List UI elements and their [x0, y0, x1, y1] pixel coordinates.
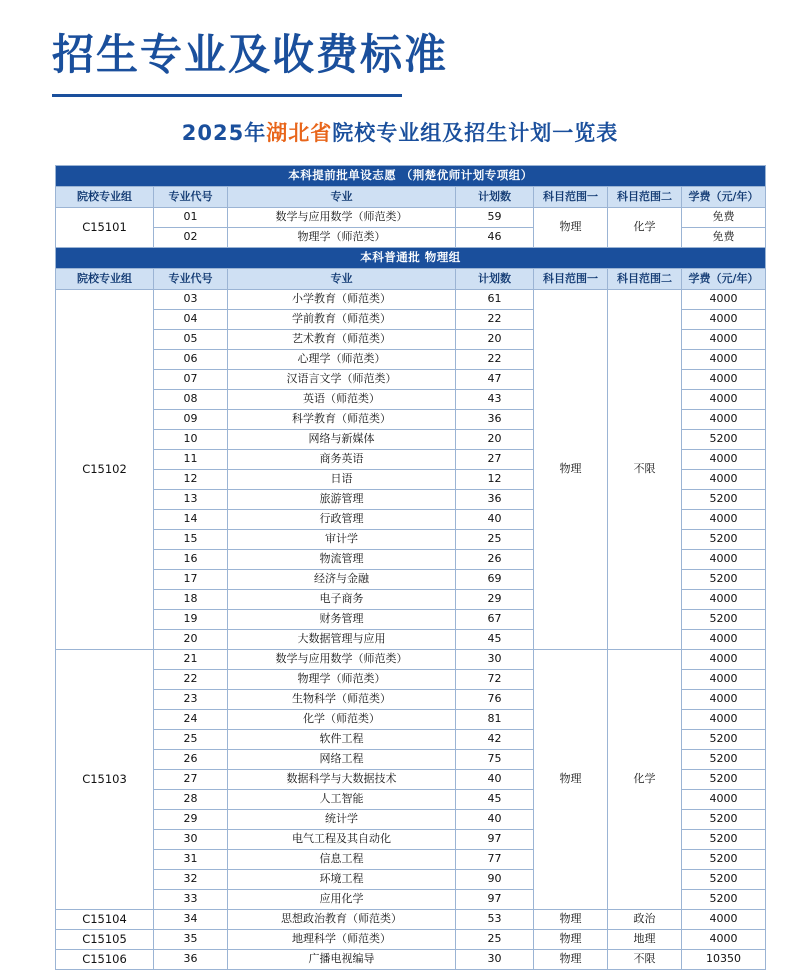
cell-plan-count: 76 — [456, 690, 534, 710]
cell-major-name: 审计学 — [228, 530, 456, 550]
cell-plan-count: 72 — [456, 670, 534, 690]
cell-major-code: 33 — [154, 890, 228, 910]
cell-plan-count: 90 — [456, 870, 534, 890]
cell-major-code: 09 — [154, 410, 228, 430]
cell-tuition-fee: 5200 — [682, 870, 766, 890]
cell-tuition-fee: 5200 — [682, 570, 766, 590]
column-header-5: 科目范围二 — [608, 187, 682, 208]
cell-plan-count: 12 — [456, 470, 534, 490]
cell-plan-count: 45 — [456, 630, 534, 650]
table-row — [56, 208, 766, 228]
cell-group-code: C15101 — [56, 208, 154, 248]
cell-major-name: 环境工程 — [228, 870, 456, 890]
cell-major-name: 地理科学（师范类） — [228, 930, 456, 950]
cell-major-code: 23 — [154, 690, 228, 710]
cell-major-name: 行政管理 — [228, 510, 456, 530]
cell-tuition-fee: 4000 — [682, 790, 766, 810]
cell-subject-one: 物理 — [534, 650, 608, 910]
cell-tuition-fee: 4000 — [682, 930, 766, 950]
cell-tuition-fee: 4000 — [682, 670, 766, 690]
cell-tuition-fee: 5200 — [682, 890, 766, 910]
cell-tuition-fee: 4000 — [682, 310, 766, 330]
subtitle-prefix: 2025年 — [181, 121, 267, 145]
cell-subject-one: 物理 — [534, 290, 608, 650]
cell-subject-one: 物理 — [534, 950, 608, 970]
cell-major-code: 07 — [154, 370, 228, 390]
cell-tuition-fee: 5200 — [682, 730, 766, 750]
subtitle-suffix: 院校专业组及招生计划一览表 — [332, 121, 619, 145]
cell-plan-count: 29 — [456, 590, 534, 610]
cell-plan-count: 45 — [456, 790, 534, 810]
cell-plan-count: 22 — [456, 350, 534, 370]
cell-tuition-fee: 4000 — [682, 710, 766, 730]
cell-major-name: 物理学（师范类） — [228, 228, 456, 248]
cell-tuition-fee: 5200 — [682, 430, 766, 450]
cell-major-code: 27 — [154, 770, 228, 790]
section-banner-label: 本科提前批单设志愿 （荆楚优师计划专项组） — [56, 166, 766, 187]
column-header-6: 学费（元/年） — [682, 269, 766, 290]
cell-subject-two: 地理 — [608, 930, 682, 950]
cell-plan-count: 36 — [456, 410, 534, 430]
cell-plan-count: 61 — [456, 290, 534, 310]
cell-tuition-fee: 5200 — [682, 750, 766, 770]
cell-major-code: 34 — [154, 910, 228, 930]
cell-major-code: 24 — [154, 710, 228, 730]
cell-tuition-fee: 5200 — [682, 850, 766, 870]
cell-major-code: 04 — [154, 310, 228, 330]
cell-tuition-fee: 5200 — [682, 830, 766, 850]
cell-plan-count: 59 — [456, 208, 534, 228]
cell-major-code: 12 — [154, 470, 228, 490]
column-header-6: 学费（元/年） — [682, 187, 766, 208]
title-divider — [52, 94, 402, 97]
cell-tuition-fee: 4000 — [682, 290, 766, 310]
cell-major-code: 05 — [154, 330, 228, 350]
cell-subject-two: 不限 — [608, 290, 682, 650]
cell-major-name: 物流管理 — [228, 550, 456, 570]
cell-major-code: 21 — [154, 650, 228, 670]
column-header-4: 科目范围一 — [534, 269, 608, 290]
cell-major-code: 29 — [154, 810, 228, 830]
cell-tuition-fee: 4000 — [682, 390, 766, 410]
cell-tuition-fee: 5200 — [682, 530, 766, 550]
cell-major-name: 英语（师范类） — [228, 390, 456, 410]
cell-tuition-fee: 4000 — [682, 450, 766, 470]
cell-major-code: 26 — [154, 750, 228, 770]
table-row — [56, 930, 766, 950]
cell-major-name: 旅游管理 — [228, 490, 456, 510]
cell-major-name: 电子商务 — [228, 590, 456, 610]
cell-major-code: 25 — [154, 730, 228, 750]
column-header-2: 专业 — [228, 269, 456, 290]
cell-subject-one: 物理 — [534, 910, 608, 930]
cell-tuition-fee: 4000 — [682, 370, 766, 390]
cell-plan-count: 30 — [456, 950, 534, 970]
cell-major-code: 13 — [154, 490, 228, 510]
cell-major-code: 20 — [154, 630, 228, 650]
cell-major-name: 科学教育（师范类） — [228, 410, 456, 430]
cell-major-name: 经济与金融 — [228, 570, 456, 590]
cell-major-name: 电气工程及其自动化 — [228, 830, 456, 850]
cell-major-name: 思想政治教育（师范类） — [228, 910, 456, 930]
cell-group-code: C15103 — [56, 650, 154, 910]
cell-major-code: 31 — [154, 850, 228, 870]
cell-major-name: 信息工程 — [228, 850, 456, 870]
column-header-1: 专业代号 — [154, 187, 228, 208]
cell-tuition-fee: 免费 — [682, 228, 766, 248]
cell-major-code: 06 — [154, 350, 228, 370]
cell-tuition-fee: 4000 — [682, 350, 766, 370]
cell-major-name: 数学与应用数学（师范类） — [228, 208, 456, 228]
cell-major-name: 小学教育（师范类） — [228, 290, 456, 310]
table-row — [56, 950, 766, 970]
table-row — [56, 910, 766, 930]
cell-plan-count: 30 — [456, 650, 534, 670]
cell-major-code: 32 — [154, 870, 228, 890]
cell-plan-count: 67 — [456, 610, 534, 630]
cell-major-name: 数学与应用数学（师范类） — [228, 650, 456, 670]
column-header-0: 院校专业组 — [56, 187, 154, 208]
cell-major-code: 36 — [154, 950, 228, 970]
cell-tuition-fee: 免费 — [682, 208, 766, 228]
cell-major-name: 汉语言文学（师范类） — [228, 370, 456, 390]
table-row — [56, 650, 766, 670]
column-header-5: 科目范围二 — [608, 269, 682, 290]
cell-major-code: 14 — [154, 510, 228, 530]
page-subtitle — [0, 117, 800, 147]
cell-tuition-fee: 5200 — [682, 610, 766, 630]
cell-plan-count: 47 — [456, 370, 534, 390]
cell-tuition-fee: 4000 — [682, 910, 766, 930]
cell-tuition-fee: 4000 — [682, 690, 766, 710]
cell-plan-count: 40 — [456, 510, 534, 530]
cell-plan-count: 42 — [456, 730, 534, 750]
cell-plan-count: 75 — [456, 750, 534, 770]
cell-subject-two: 化学 — [608, 208, 682, 248]
cell-major-name: 网络工程 — [228, 750, 456, 770]
cell-group-code: C15105 — [56, 930, 154, 950]
cell-tuition-fee: 4000 — [682, 630, 766, 650]
cell-major-code: 16 — [154, 550, 228, 570]
cell-major-code: 03 — [154, 290, 228, 310]
table-section-banner — [56, 166, 766, 187]
cell-plan-count: 97 — [456, 890, 534, 910]
cell-major-code: 11 — [154, 450, 228, 470]
cell-plan-count: 20 — [456, 330, 534, 350]
cell-plan-count: 40 — [456, 770, 534, 790]
cell-plan-count: 26 — [456, 550, 534, 570]
table-section-banner — [56, 248, 766, 269]
table-header-row — [56, 187, 766, 208]
cell-plan-count: 46 — [456, 228, 534, 248]
table-header-row — [56, 269, 766, 290]
cell-major-name: 艺术教育（师范类） — [228, 330, 456, 350]
cell-major-name: 应用化学 — [228, 890, 456, 910]
cell-tuition-fee: 4000 — [682, 650, 766, 670]
plan-table-wrapper — [55, 165, 759, 970]
column-header-2: 专业 — [228, 187, 456, 208]
cell-major-name: 数据科学与大数据技术 — [228, 770, 456, 790]
cell-plan-count: 40 — [456, 810, 534, 830]
cell-major-name: 大数据管理与应用 — [228, 630, 456, 650]
cell-plan-count: 36 — [456, 490, 534, 510]
table-row — [56, 290, 766, 310]
cell-major-code: 28 — [154, 790, 228, 810]
cell-tuition-fee: 4000 — [682, 410, 766, 430]
cell-major-code: 18 — [154, 590, 228, 610]
cell-plan-count: 53 — [456, 910, 534, 930]
cell-group-code: C15104 — [56, 910, 154, 930]
cell-tuition-fee: 5200 — [682, 770, 766, 790]
column-header-4: 科目范围一 — [534, 187, 608, 208]
cell-major-name: 生物科学（师范类） — [228, 690, 456, 710]
cell-plan-count: 43 — [456, 390, 534, 410]
cell-major-name: 心理学（师范类） — [228, 350, 456, 370]
cell-major-name: 学前教育（师范类） — [228, 310, 456, 330]
cell-plan-count: 81 — [456, 710, 534, 730]
cell-subject-two: 政治 — [608, 910, 682, 930]
cell-tuition-fee: 5200 — [682, 490, 766, 510]
cell-major-code: 19 — [154, 610, 228, 630]
cell-major-name: 广播电视编导 — [228, 950, 456, 970]
cell-group-code: C15106 — [56, 950, 154, 970]
cell-major-name: 日语 — [228, 470, 456, 490]
cell-major-code: 02 — [154, 228, 228, 248]
cell-major-name: 财务管理 — [228, 610, 456, 630]
cell-major-name: 人工智能 — [228, 790, 456, 810]
cell-major-name: 统计学 — [228, 810, 456, 830]
column-header-3: 计划数 — [456, 187, 534, 208]
cell-subject-one: 物理 — [534, 930, 608, 950]
cell-tuition-fee: 10350 — [682, 950, 766, 970]
cell-major-code: 01 — [154, 208, 228, 228]
cell-plan-count: 97 — [456, 830, 534, 850]
cell-plan-count: 22 — [456, 310, 534, 330]
cell-major-code: 15 — [154, 530, 228, 550]
cell-tuition-fee: 4000 — [682, 470, 766, 490]
cell-tuition-fee: 4000 — [682, 510, 766, 530]
cell-plan-count: 69 — [456, 570, 534, 590]
cell-major-name: 网络与新媒体 — [228, 430, 456, 450]
column-header-1: 专业代号 — [154, 269, 228, 290]
cell-subject-two: 不限 — [608, 950, 682, 970]
cell-plan-count: 20 — [456, 430, 534, 450]
cell-tuition-fee: 5200 — [682, 810, 766, 830]
cell-major-code: 17 — [154, 570, 228, 590]
cell-plan-count: 27 — [456, 450, 534, 470]
cell-major-code: 22 — [154, 670, 228, 690]
column-header-0: 院校专业组 — [56, 269, 154, 290]
subtitle-highlight: 湖北省 — [266, 121, 333, 145]
cell-major-name: 商务英语 — [228, 450, 456, 470]
cell-subject-two: 化学 — [608, 650, 682, 910]
section-banner-label: 本科普通批 物理组 — [56, 248, 766, 269]
cell-plan-count: 25 — [456, 530, 534, 550]
cell-plan-count: 25 — [456, 930, 534, 950]
cell-group-code: C15102 — [56, 290, 154, 650]
cell-major-code: 08 — [154, 390, 228, 410]
cell-plan-count: 77 — [456, 850, 534, 870]
page-title: 招生专业及收费标准 — [52, 30, 449, 79]
cell-major-code: 35 — [154, 930, 228, 950]
cell-subject-one: 物理 — [534, 208, 608, 248]
cell-major-name: 化学（师范类） — [228, 710, 456, 730]
cell-major-name: 物理学（师范类） — [228, 670, 456, 690]
cell-tuition-fee: 4000 — [682, 550, 766, 570]
cell-major-code: 30 — [154, 830, 228, 850]
cell-major-name: 软件工程 — [228, 730, 456, 750]
cell-tuition-fee: 4000 — [682, 590, 766, 610]
column-header-3: 计划数 — [456, 269, 534, 290]
cell-tuition-fee: 4000 — [682, 330, 766, 350]
admission-plan-table — [55, 165, 766, 970]
cell-major-code: 10 — [154, 430, 228, 450]
